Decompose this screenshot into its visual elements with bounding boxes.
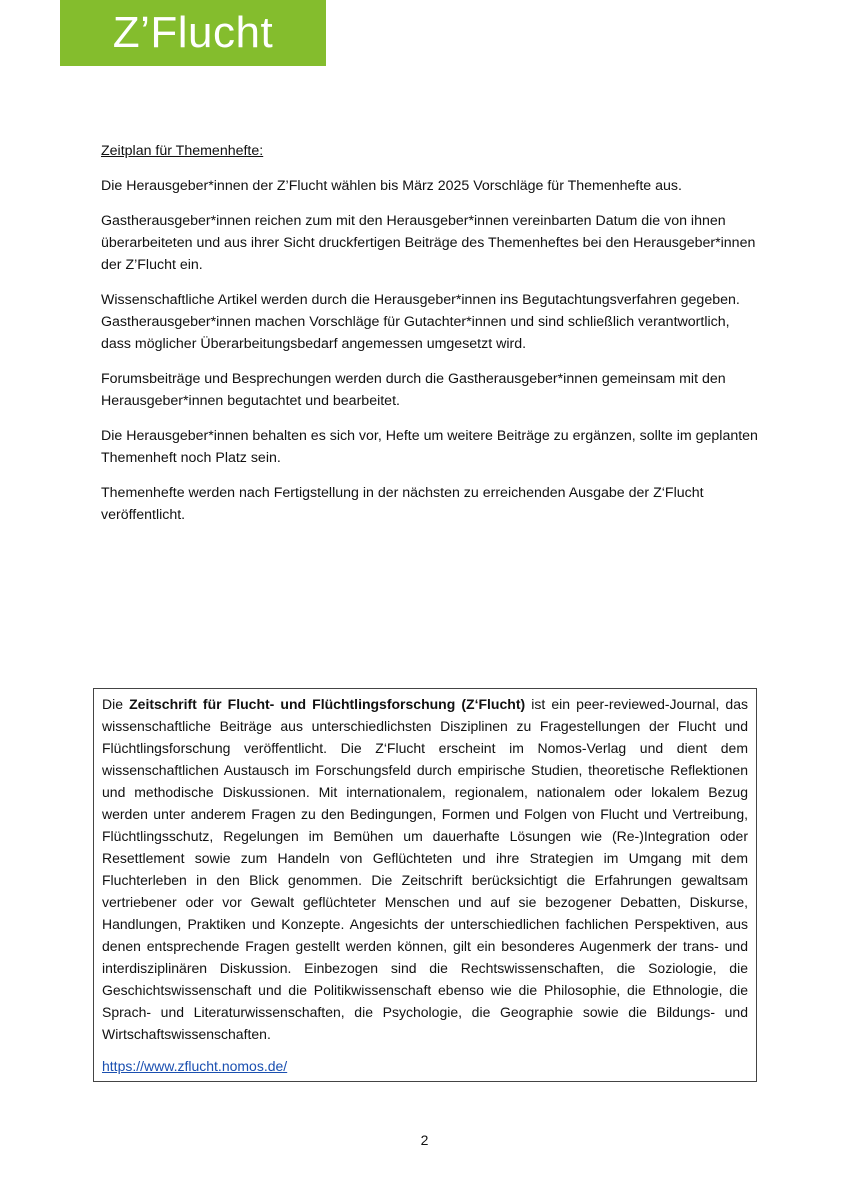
schedule-paragraph: Gastherausgeber*innen reichen zum mit den Herausgeber*innen vereinbarten Datum die von ihnen überarbeiteten und aus ihrer Sicht druckfertigen Beiträge des Themenheftes bei den Herausgeber*innen der Z’Flucht ein. — [101, 213, 756, 273]
zflucht-logo: Z’Flucht — [60, 0, 326, 66]
journal-website-link[interactable]: https://www.zflucht.nomos.de/ — [102, 1058, 288, 1074]
schedule-paragraph: Die Herausgeber*innen der Z’Flucht wählen bis März 2025 Vorschläge für Themenhefte aus. — [101, 178, 682, 194]
schedule-paragraph: Forumsbeiträge und Besprechungen werden durch die Gastherausgeber*innen gemeinsam mit den Herausgeber*innen begutachtet und bearbeitet. — [101, 371, 726, 409]
schedule-paragraph: Wissenschaftliche Artikel werden durch die Herausgeber*innen ins Begutachtungsverfahren gegeben. Gastherausgeber*innen machen Vorschläge für Gutachter*innen und sind schließlich verantwortlich, dass möglicher Überarbeitungsbedarf angemessen umgesetzt wird. — [101, 292, 740, 352]
journal-intro: Die — [102, 696, 124, 712]
schedule-paragraph: Die Herausgeber*innen behalten es sich vor, Hefte um weitere Beiträge zu ergänzen, sollte im geplanten Themenheft noch Platz sein. — [101, 428, 758, 466]
journal-description — [102, 693, 748, 1045]
page-number: 2 — [420, 1132, 429, 1148]
journal-name: Zeitschrift für Flucht- und Flüchtlingsforschung (Z‘Flucht) — [129, 696, 526, 712]
journal-info-box — [93, 688, 757, 1082]
schedule-heading: Zeitplan für Themenhefte: — [101, 143, 264, 159]
schedule-section — [101, 140, 761, 539]
schedule-paragraph: Themenhefte werden nach Fertigstellung in der nächsten zu erreichenden Ausgabe der Z‘Flucht veröffentlicht. — [101, 485, 704, 523]
journal-body: ist ein peer-reviewed-Journal, das wissenschaftliche Beiträge aus unterschiedlichsten Disziplinen zu Fragestellungen der Flucht und Flüchtlingsforschung veröffentlicht. Die Z‘Flucht erscheint im Nomos-Verlag und dient dem wissenschaftlichen Austausch im Forschungsfeld durch empirische Studien, theoretische Reflektionen und methodische Diskussionen. Mit internationalem, regionalem, nationalem oder lokalem Bezug werden unter anderem Fragen zu den Bedingungen, Formen und Folgen von Flucht und Vertreibung, Flüchtlingsschutz, Regelungen im Bemühen um dauerhafte Lösungen wie (Re-)Integration oder Resettlement sowie zum Handeln von Geflüchteten und ihre Strategien im Umgang mit dem Fluchterleben in den Blick genommen. Die Zeitschrift berücksichtigt die Erfahrungen gewaltsam vertriebener oder vor Gewalt geflüchteter Menschen und auf sie bezogener Debatten, Diskurse, Handlungen, Praktiken und Konzepte. Angesichts der unterschiedlichen fachlichen Perspektiven, aus denen entsprechende Fragen gestellt werden können, gilt ein besonderes Augenmerk der trans- und interdisziplinären Diskussion. Einbezogen sind die Rechtswissenschaften, die Soziologie, die Geschichtswissenschaft und die Politikwissenschaft ebenso wie die Philosophie, die Ethnologie, die Sprach- und Literaturwissenschaften, die Psychologie, die Geographie sowie die Bildungs- und Wirtschaftswissenschaften. — [102, 696, 749, 1042]
